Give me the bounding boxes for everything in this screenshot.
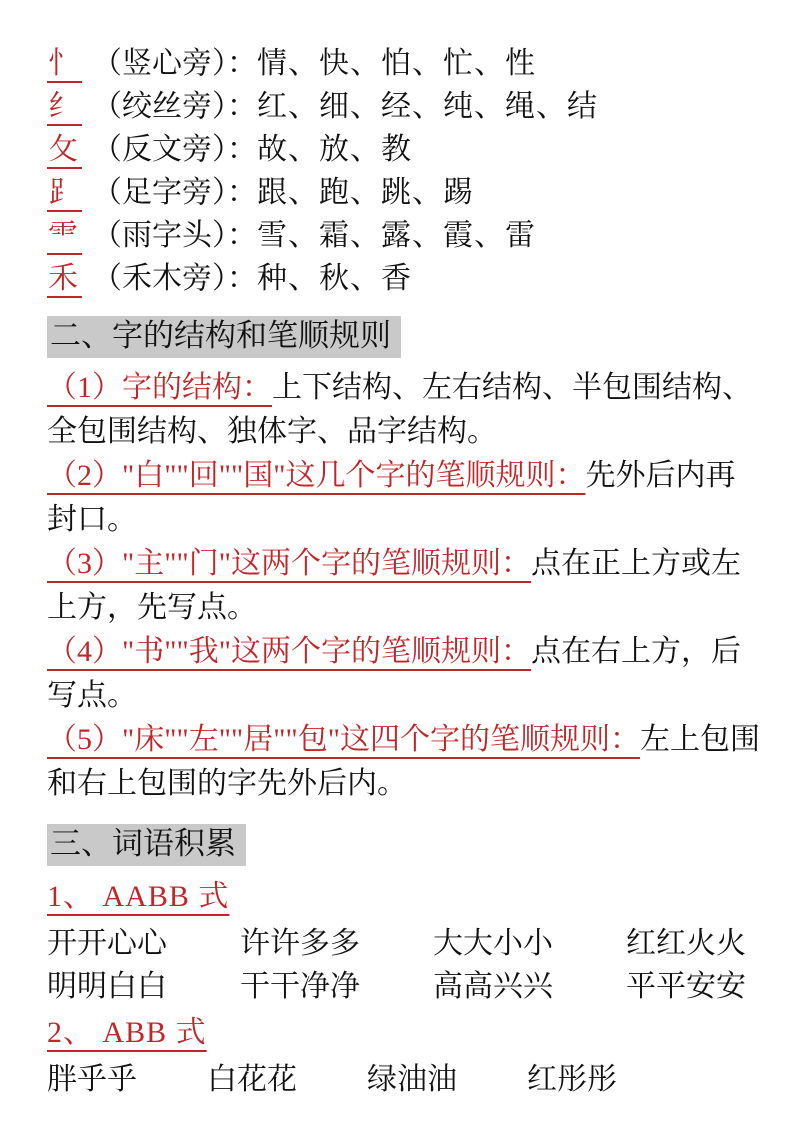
word-cell: 胖乎乎 (47, 1063, 137, 1096)
radical-line (47, 85, 763, 128)
rule-item-4 (47, 630, 763, 718)
word-cell: 开开心心 (47, 927, 167, 960)
word-group-abb (47, 1008, 763, 1101)
rule-lead: （2）"白""回""国"这几个字的笔顺规则： (47, 459, 586, 492)
word-cell: 白花花 (207, 1063, 297, 1096)
group-heading-aabb: 1、 AABB 式 (47, 880, 230, 913)
rule-body: 先外后内再封口。 (47, 459, 736, 536)
word-cell: 大大小小 (433, 927, 553, 960)
radical-line (47, 42, 763, 85)
radical-label: （反文旁）： (92, 133, 257, 166)
radical-label: （绞丝旁）： (92, 90, 257, 123)
radical-glyph: 纟 (47, 91, 82, 126)
radical-line (47, 171, 763, 214)
rule-body: 上下结构、左右结构、半包围结构、全包围结构、独体字、品字结构。 (47, 371, 752, 448)
group-heading-abb: 2、 ABB 式 (47, 1016, 207, 1049)
rule-lead: （1）字的结构： (47, 371, 272, 404)
rule-item-5 (47, 718, 763, 806)
radical-label: （竖心旁）： (92, 47, 257, 80)
radical-examples: 红、细、经、纯、绳、结 (257, 90, 598, 123)
word-cell: 绿油油 (367, 1063, 457, 1096)
radical-glyph: 攵 (47, 134, 82, 169)
radical-line (47, 257, 763, 300)
rule-item-1 (47, 366, 763, 454)
word-cell: 平平安安 (626, 970, 746, 1003)
radical-glyph: ⻗ (47, 220, 82, 255)
radical-examples: 故、放、教 (257, 133, 412, 166)
word-row (47, 1058, 763, 1101)
radical-glyph: ⻊ (47, 177, 82, 212)
rule-body: 左上包围和右上包围的字先外后内。 (47, 723, 760, 800)
rule-lead: （5）"床""左""居""包"这四个字的笔顺规则： (47, 723, 640, 756)
radical-label: （雨字头）： (92, 219, 257, 252)
rule-body: 点在右上方，后写点。 (47, 635, 741, 712)
word-row (47, 965, 763, 1008)
radical-examples: 种、秋、香 (257, 262, 412, 295)
radical-examples: 跟、跑、跳、踢 (257, 176, 474, 209)
word-cell: 高高兴兴 (433, 970, 553, 1003)
section-title-words: 三、词语积累 (47, 824, 246, 866)
section-structure (47, 316, 763, 358)
radical-line (47, 214, 763, 257)
rule-lead: （3）"主""门"这两个字的笔顺规则： (47, 547, 531, 580)
radical-examples: 雪、霜、露、霞、雷 (257, 219, 536, 252)
radicals-section (47, 42, 763, 300)
section-words (47, 824, 763, 866)
word-row (47, 922, 763, 965)
word-group-aabb (47, 872, 763, 1008)
rule-lead: （4）"书""我"这两个字的笔顺规则： (47, 635, 531, 668)
rule-item-3 (47, 542, 763, 630)
rule-body: 点在正上方或左上方，先写点。 (47, 547, 741, 624)
radical-glyph: 忄 (47, 48, 82, 83)
radical-label: （足字旁）： (92, 176, 257, 209)
rule-item-2 (47, 454, 763, 542)
word-cell: 明明白白 (47, 970, 167, 1003)
radical-label: （禾木旁）： (92, 262, 257, 295)
word-cell: 红红火火 (626, 927, 746, 960)
radical-glyph: 禾 (47, 263, 82, 298)
word-cell: 红彤彤 (527, 1063, 617, 1096)
radical-examples: 情、快、怕、忙、性 (257, 47, 536, 80)
rule-list (47, 366, 763, 806)
word-cell: 干干净净 (240, 970, 360, 1003)
radical-line (47, 128, 763, 171)
section-title-structure: 二、字的结构和笔顺规则 (47, 316, 401, 358)
word-cell: 许许多多 (240, 927, 360, 960)
